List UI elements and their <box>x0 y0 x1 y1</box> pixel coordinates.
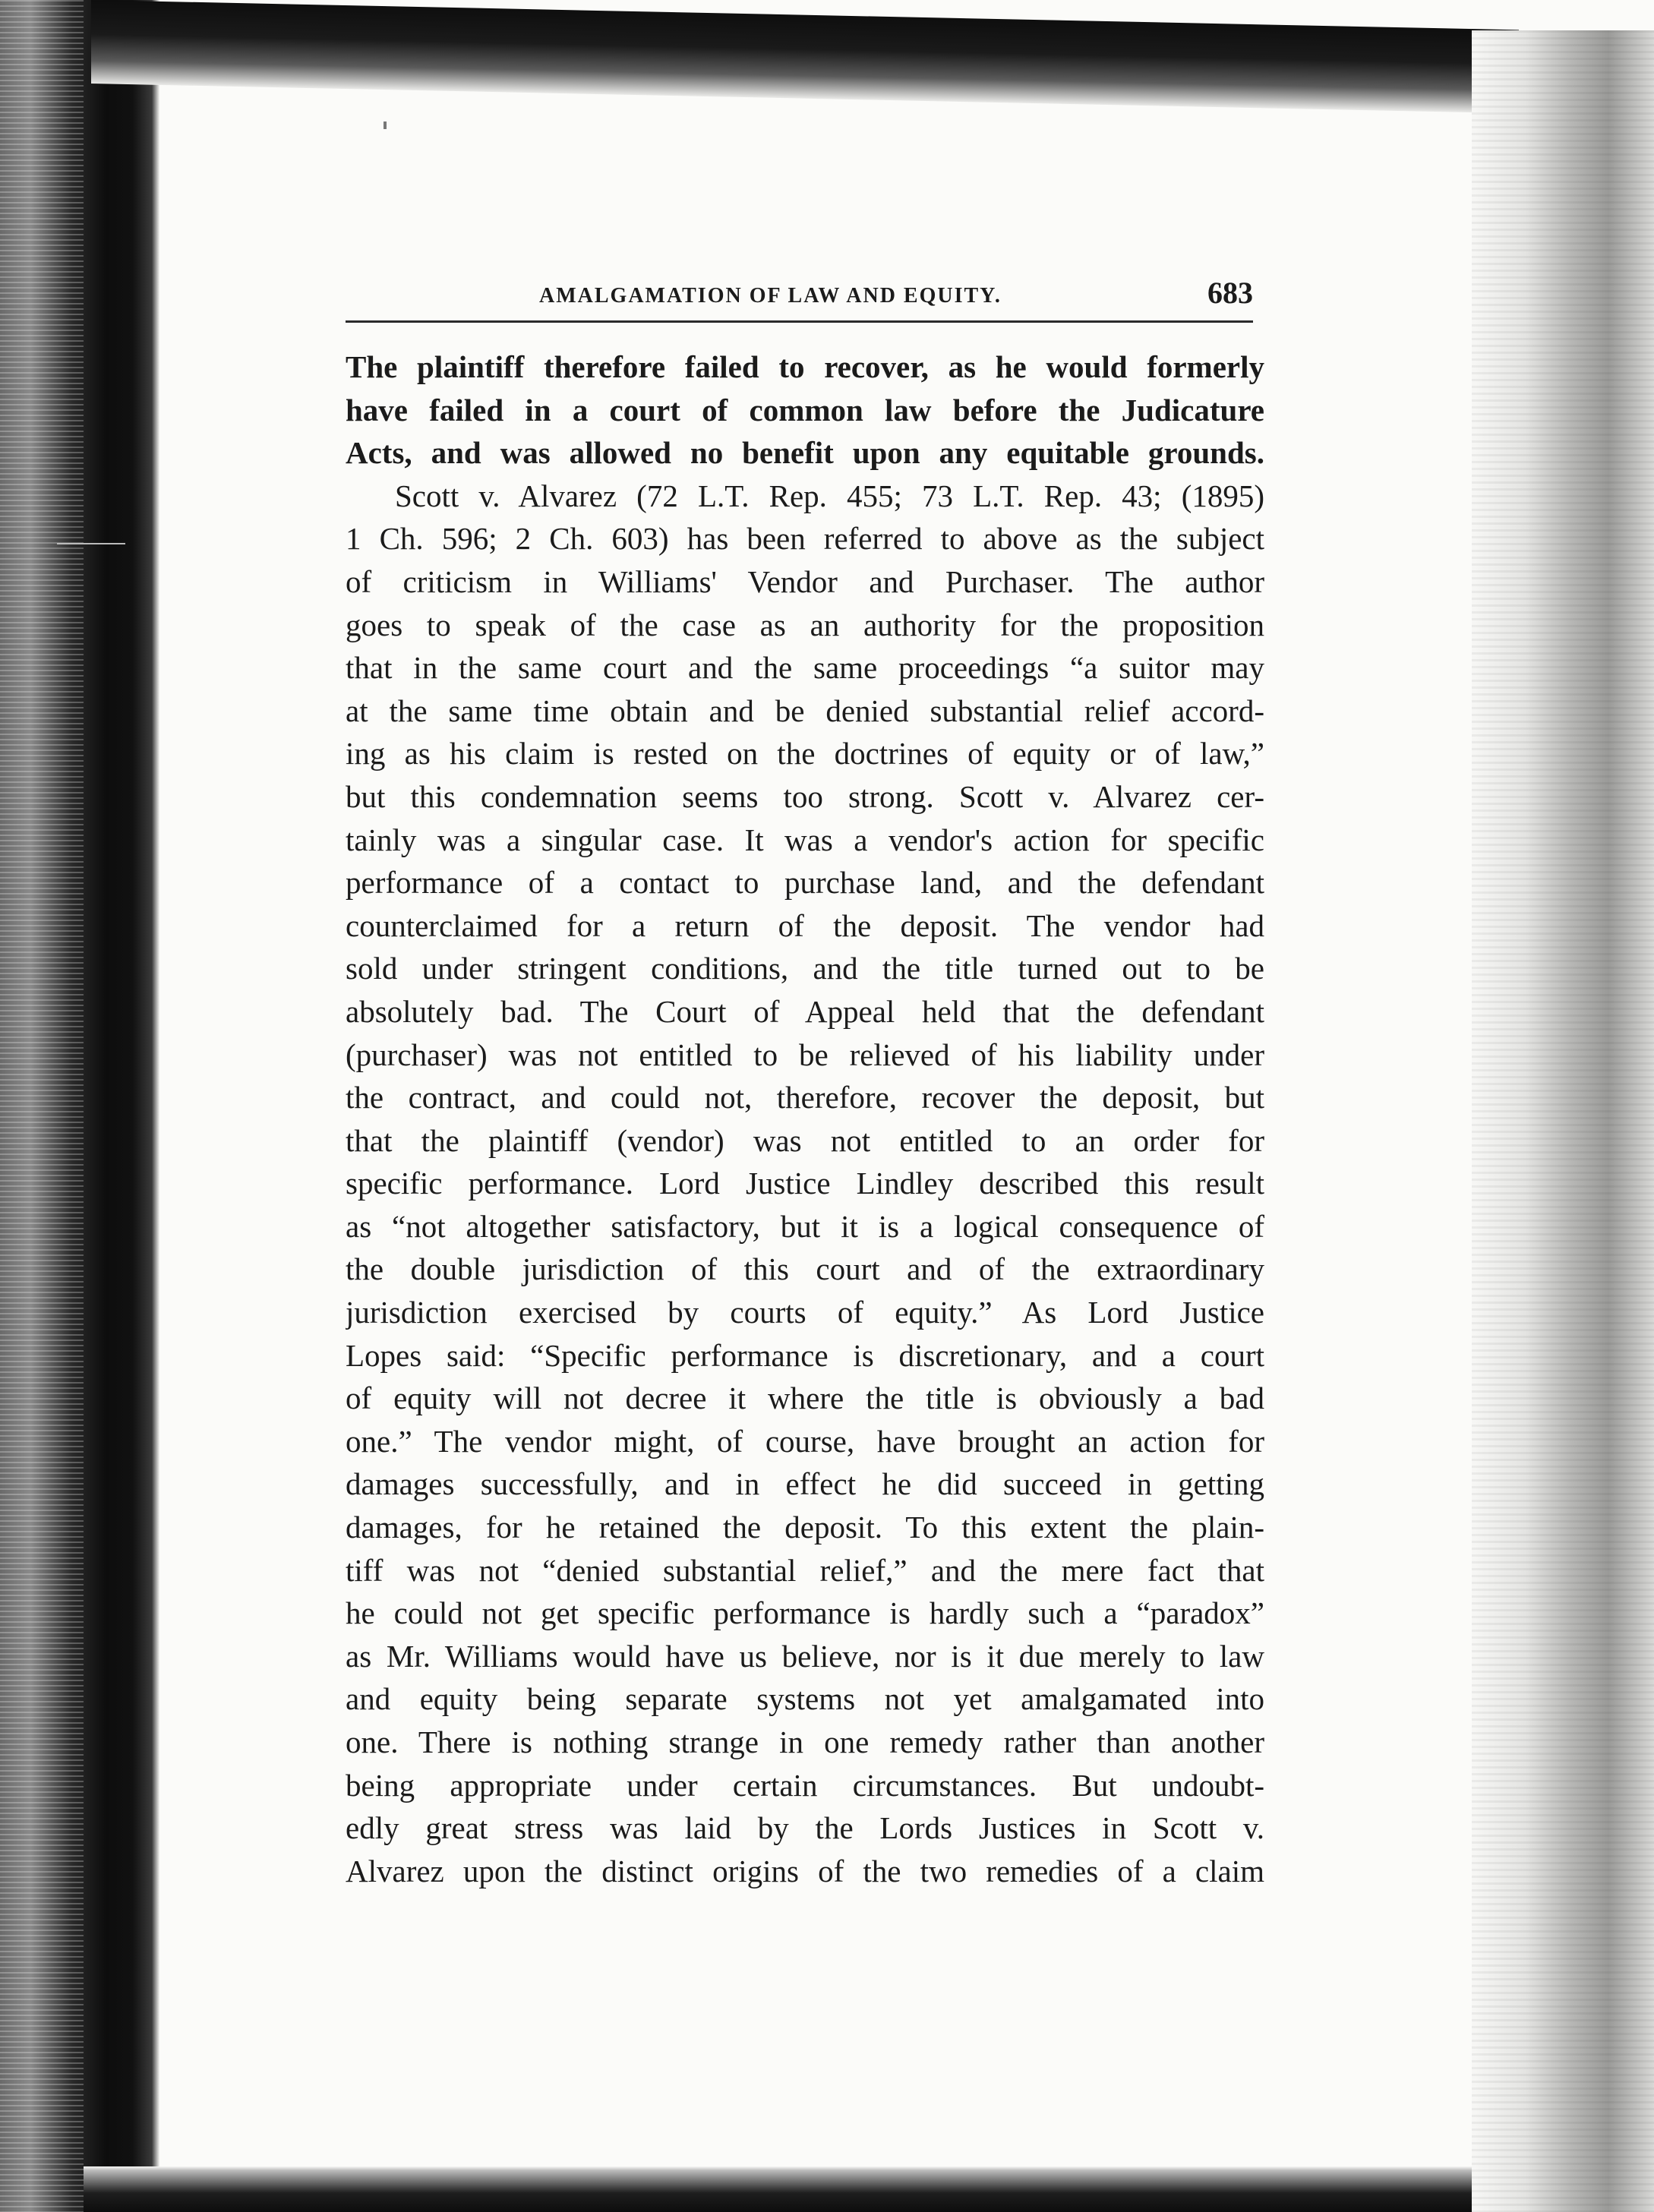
text-line: tainly was a singular case. It was a vendor's action for specific <box>346 822 1264 857</box>
text-line: have failed in a court of common law before the Judicature <box>346 392 1264 428</box>
text-line: but this condemnation seems too strong. Scott v. Alvarez cer- <box>346 778 1264 814</box>
text-line: of equity will not decree it where the title is obviously a bad <box>346 1381 1264 1416</box>
binding-shadow-bottom <box>84 2166 1526 2212</box>
text-line: 1 Ch. 596; 2 Ch. 603) has been referred to above as the subject <box>346 521 1264 557</box>
text-line: specific performance. Lord Justice Lindley described this result <box>346 1166 1264 1201</box>
text-line: at the same time obtain and be denied substantial relief accord- <box>346 693 1264 728</box>
text-line: of criticism in Williams' Vendor and Purchaser. The author <box>346 563 1264 599</box>
binding-shadow-top <box>91 0 1519 113</box>
text-line: Alvarez upon the distinct origins of the two remedies of a claim <box>346 1853 1264 1889</box>
text-line: that in the same court and the same proceedings “a suitor may <box>346 650 1264 686</box>
text-line: absolutely bad. The Court of Appeal held that the defendant <box>346 993 1264 1029</box>
text-line: as “not altogether satisfactory, but it is a logical consequence of <box>346 1208 1264 1244</box>
text-line: being appropriate under certain circumstances. But undoubt- <box>346 1767 1264 1803</box>
body-text <box>346 346 1264 1892</box>
text-line: damages, for he retained the deposit. To this extent the plain- <box>346 1510 1264 1545</box>
page-number: 683 <box>1207 276 1253 310</box>
text-line: the double jurisdiction of this court and of the extraordinary <box>346 1251 1264 1287</box>
text-line: edly great stress was laid by the Lords Justices in Scott v. <box>346 1810 1264 1846</box>
text-line: Scott v. Alvarez (72 L.T. Rep. 455; 73 L.T. Rep. 43; (1895) <box>395 478 1264 513</box>
text-line: and equity being separate systems not yet amalgamated into <box>346 1681 1264 1717</box>
text-line: one. There is nothing strange in one remedy rather than another <box>346 1724 1264 1759</box>
running-title: AMALGAMATION OF LAW AND EQUITY. <box>539 284 1002 308</box>
text-line: (purchaser) was not entitled to be relieved of his liability under <box>346 1037 1264 1072</box>
text-line: goes to speak of the case as an authority for the proposition <box>346 607 1264 642</box>
text-line: Acts, and was allowed no benefit upon any equitable grounds. <box>346 435 1264 471</box>
page-edges-right <box>1472 30 1654 2212</box>
text-line: The plaintiff therefore failed to recover, as he would formerly <box>346 349 1264 384</box>
scan-speck <box>384 121 387 129</box>
text-line: counterclaimed for a return of the deposit. The vendor had <box>346 907 1264 943</box>
text-line: Lopes said: “Specific performance is discretionary, and a court <box>346 1337 1264 1373</box>
text-line: jurisdiction exercised by courts of equity.” As Lord Justice <box>346 1295 1264 1330</box>
text-line: as Mr. Williams would have us believe, nor is it due merely to law <box>346 1638 1264 1674</box>
text-line: he could not get specific performance is hardly such a “paradox” <box>346 1595 1264 1631</box>
book-page <box>346 266 1264 1892</box>
text-line: sold under stringent conditions, and the title turned out to be <box>346 951 1264 986</box>
text-line: the contract, and could not, therefore, recover the deposit, but <box>346 1080 1264 1115</box>
text-line: ing as his claim is rested on the doctrines of equity or of law,” <box>346 736 1264 772</box>
text-line: performance of a contact to purchase land, and the defendant <box>346 865 1264 901</box>
running-head <box>346 266 1264 319</box>
text-line: damages successfully, and in effect he did succeed in getting <box>346 1466 1264 1502</box>
scan-noise-left <box>0 0 84 2212</box>
header-rule <box>346 320 1253 323</box>
text-line: one.” The vendor might, of course, have brought an action for <box>346 1423 1264 1459</box>
text-line: tiff was not “denied substantial relief,” and the mere fact that <box>346 1552 1264 1588</box>
scan-speck <box>57 543 125 544</box>
text-line: that the plaintiff (vendor) was not entitled to an order for <box>346 1122 1264 1158</box>
